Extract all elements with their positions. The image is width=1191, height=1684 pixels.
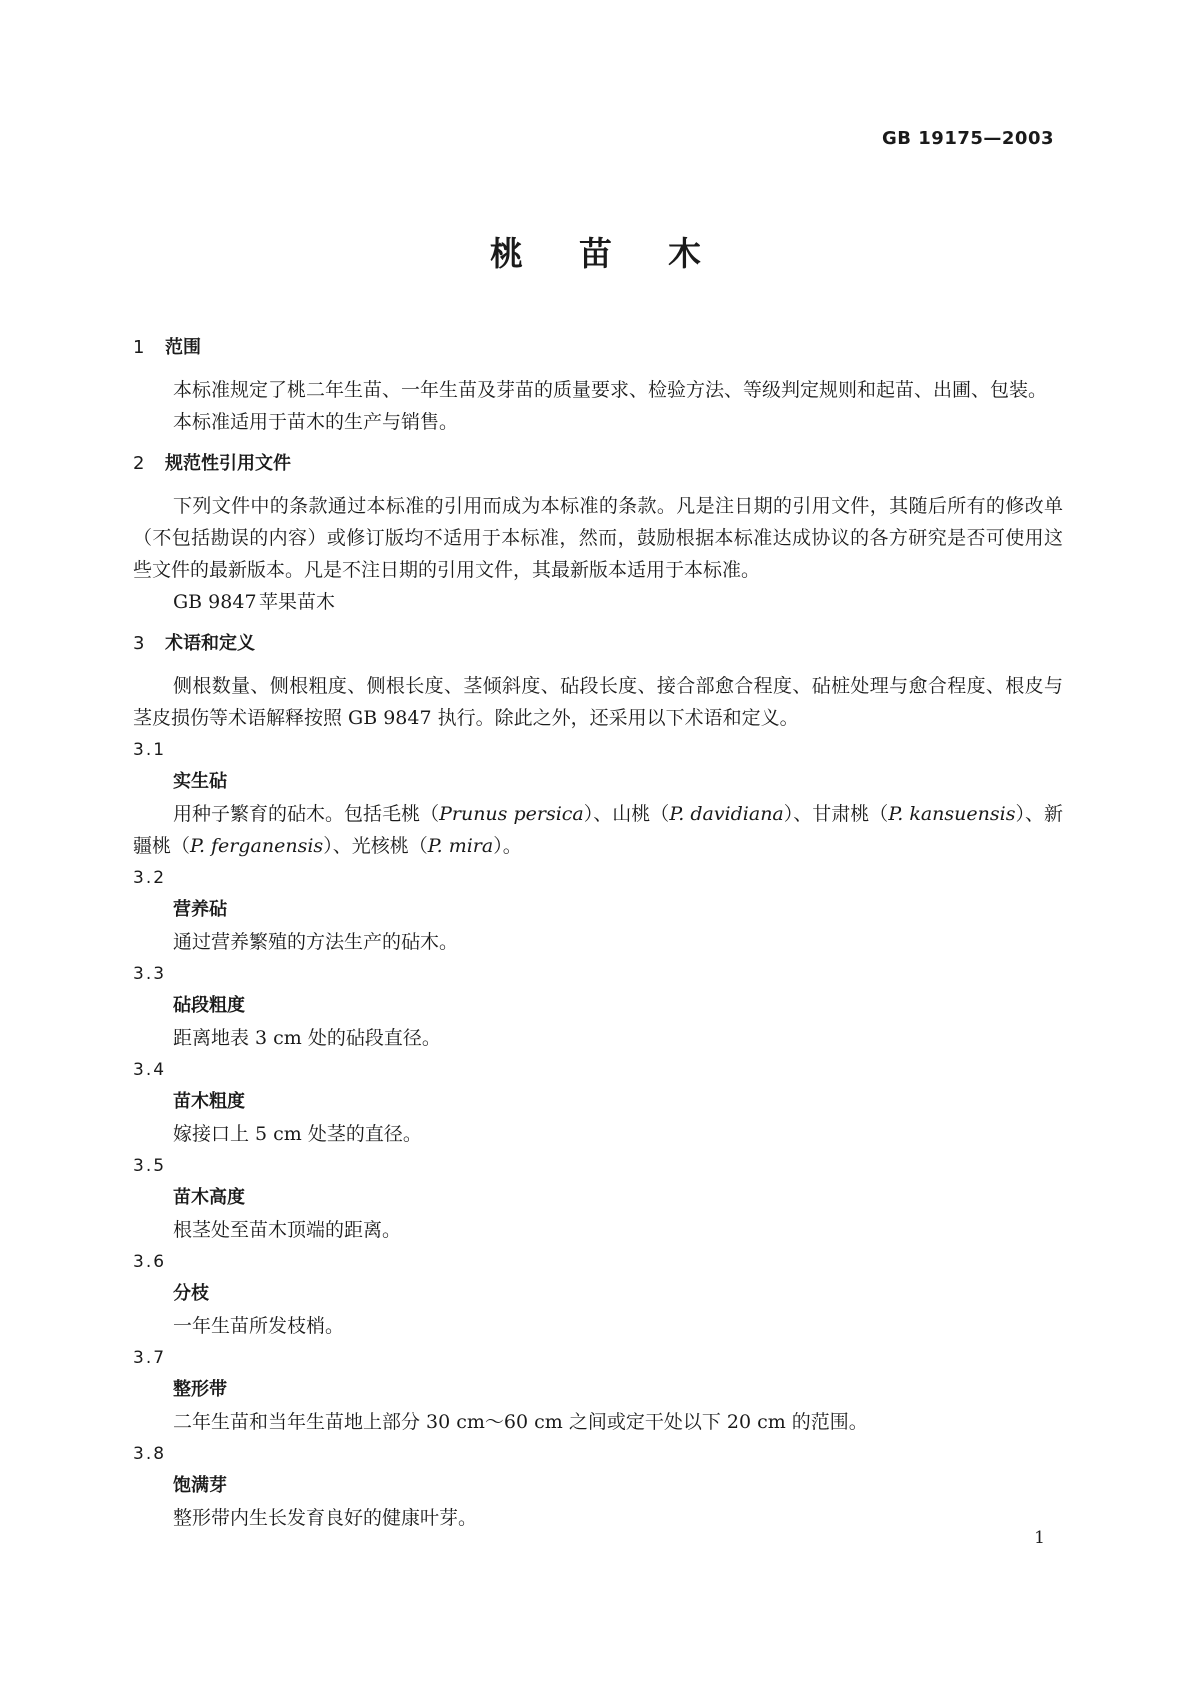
section-title: 范围	[165, 337, 201, 358]
section-title: 术语和定义	[165, 633, 255, 654]
term-name: 饱满芽	[173, 1475, 227, 1496]
document-body	[133, 332, 1063, 1534]
clause-number: 3.4	[133, 1060, 167, 1080]
reference-code: GB 9847	[173, 591, 257, 613]
section-heading-scope	[133, 332, 1063, 364]
paragraph: 本标准规定了桃二年生苗、一年生苗及芽苗的质量要求、检验方法、等级判定规则和起苗、出圃、包装。	[173, 379, 1048, 401]
term-definition: 二年生苗和当年生苗地上部分 30 cm～60 cm 之间或定干处以下 20 cm 的范围。	[173, 1411, 868, 1433]
document-title: 桃苗木	[490, 234, 757, 273]
term-definition: 通过营养繁殖的方法生产的砧木。	[173, 931, 459, 953]
section-number: 2	[133, 453, 145, 474]
term-name: 整形带	[173, 1379, 227, 1400]
term-name: 实生砧	[173, 771, 227, 792]
clause-number: 3.2	[133, 868, 167, 888]
reference-entry	[133, 586, 1063, 618]
clause-number: 3.6	[133, 1252, 167, 1272]
section-number: 1	[133, 337, 145, 358]
paragraph: 本标准适用于苗木的生产与销售。	[173, 411, 459, 433]
section-heading-terms	[133, 628, 1063, 660]
clause-number: 3.3	[133, 964, 167, 984]
term-name: 分枝	[173, 1283, 209, 1304]
clause-number: 3.1	[133, 740, 167, 760]
clause-number: 3.8	[133, 1444, 167, 1464]
term-definition: 用种子繁育的砧木。包括毛桃（Prunus persica）、山桃（P. davidiana）、甘肃桃（P. kansuensis）、新疆桃（P. ferganensis）、光核桃（P. mira）。	[133, 803, 1063, 857]
term-definition: 整形带内生长发育良好的健康叶芽。	[173, 1507, 478, 1529]
term-name: 苗木粗度	[173, 1091, 245, 1112]
term-name: 砧段粗度	[173, 995, 245, 1016]
term-name: 苗木高度	[173, 1187, 245, 1208]
term-name: 营养砧	[173, 899, 227, 920]
clause-number: 3.7	[133, 1348, 167, 1368]
term-definition: 嫁接口上 5 cm 处茎的直径。	[173, 1123, 422, 1145]
reference-title: 苹果苗木	[259, 591, 336, 613]
standard-number: GB 19175—2003	[882, 128, 1054, 149]
paragraph: 侧根数量、侧根粗度、侧根长度、茎倾斜度、砧段长度、接合部愈合程度、砧桩处理与愈合程度、根皮与茎皮损伤等术语解释按照 GB 9847 执行。除此之外，还采用以下术语和定义。	[133, 675, 1063, 729]
paragraph: 下列文件中的条款通过本标准的引用而成为本标准的条款。凡是注日期的引用文件，其随后所有的修改单（不包括勘误的内容）或修订版均不适用于本标准，然而，鼓励根据本标准达成协议的各方研究是否可使用这些文件的最新版本。凡是不注日期的引用文件，其最新版本适用于本标准。	[133, 495, 1063, 581]
section-title: 规范性引用文件	[165, 453, 291, 474]
term-definition: 根茎处至苗木顶端的距离。	[173, 1219, 402, 1241]
page-number: 1	[1034, 1528, 1045, 1548]
clause-number: 3.5	[133, 1156, 167, 1176]
section-heading-normative-references	[133, 448, 1063, 480]
term-definition: 一年生苗所发枝梢。	[173, 1315, 345, 1337]
term-definition: 距离地表 3 cm 处的砧段直径。	[173, 1027, 441, 1049]
section-number: 3	[133, 633, 145, 654]
